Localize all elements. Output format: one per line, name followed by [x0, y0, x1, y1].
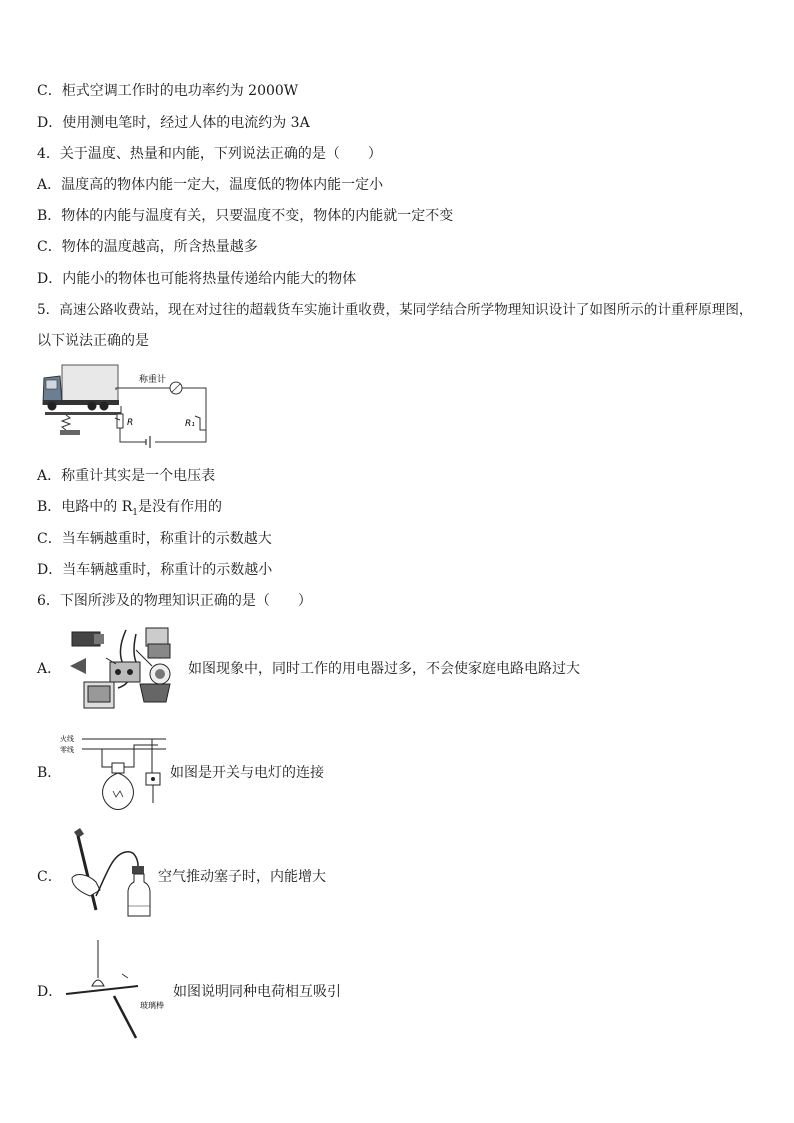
- question-4-option-b: B．物体的内能与温度有关，只要温度不变，物体的内能就一定不变: [37, 208, 454, 224]
- question-5-option-a: A．称重计其实是一个电压表: [37, 468, 216, 484]
- option-c-prev: C．柜式空调工作时的电功率约为 2000W: [37, 83, 299, 99]
- question-6-option-c-letter: C．: [37, 869, 62, 885]
- question-5-option-c: C．当车辆越重时，称重计的示数越大: [37, 531, 272, 547]
- question-6-option-b-letter: B．: [37, 765, 62, 781]
- glass-rod-label: 玻璃棒: [140, 1001, 164, 1010]
- resistor-r-label: R: [127, 418, 134, 428]
- switch-lamp-circuit-figure: [58, 733, 168, 813]
- question-4-option-a: A．温度高的物体内能一定大，温度低的物体内能一定小: [37, 177, 384, 193]
- option-d-prev: D．使用测电笔时，经过人体的电流约为 3A: [37, 115, 310, 131]
- meter-label: 称重计: [139, 375, 167, 385]
- question-5-option-d: D．当车辆越重时，称重计的示数越小: [37, 562, 273, 578]
- question-6-stem: 6．下图所涉及的物理知识正确的是（ ）: [37, 593, 312, 609]
- question-5-stem-line2: 以下说法正确的是: [37, 333, 149, 349]
- question-4-option-c: C．物体的温度越高，所含热量越多: [37, 239, 258, 255]
- air-pump-bottle-figure: [66, 826, 158, 922]
- question-6-option-d-text: 如图说明同种电荷相互吸引: [173, 984, 341, 1000]
- subscript-1: 1: [132, 507, 139, 518]
- question-4-stem: 4．关于温度、热量和内能，下列说法正确的是（ ）: [37, 146, 382, 162]
- question-5-stem-line1: 5．高速公路收费站，现在对过往的超载货车实施计重收费，某同学结合所学物理知识设计了如图所示的计重秤原理图，: [37, 302, 753, 318]
- question-5-option-b-suffix: 是没有作用的: [138, 499, 223, 515]
- overloaded-socket-figure: [66, 622, 186, 714]
- charged-rod-figure: [62, 938, 174, 1042]
- truck-scale-circuit-figure: [40, 362, 215, 454]
- question-6-option-a-text: 如图现象中，同时工作的用电器过多，不会使家庭电路电路过大: [188, 661, 580, 677]
- question-4-option-d: D．内能小的物体也可能将热量传递给内能大的物体: [37, 271, 357, 287]
- question-5-option-b: [37, 498, 222, 522]
- question-6-option-d-letter: D．: [37, 984, 63, 1000]
- question-6-option-a-letter: A．: [37, 661, 62, 677]
- live-wire-label: 火线: [60, 735, 74, 743]
- neutral-wire-label: 零线: [60, 746, 74, 754]
- question-6-option-c-text: 空气推动塞子时，内能增大: [158, 869, 326, 885]
- question-6-option-b-text: 如图是开关与电灯的连接: [170, 765, 324, 781]
- question-5-option-b-prefix: B．电路中的 R: [37, 499, 133, 515]
- resistor-r1-label: R₁: [185, 419, 195, 429]
